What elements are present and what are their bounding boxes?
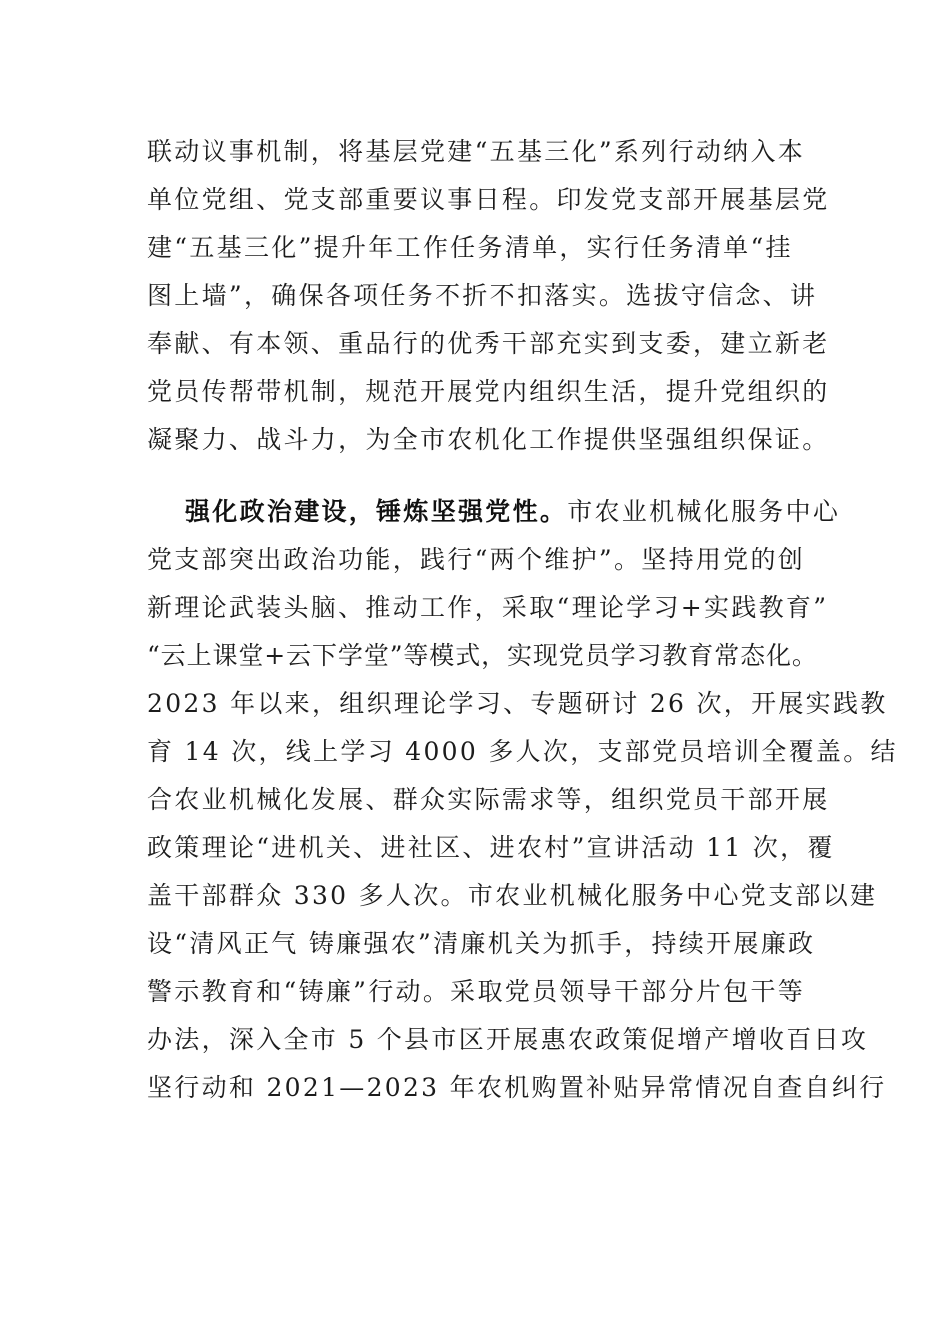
paragraph-line: 联动议事机制，将基层党建“五基三化”系列行动纳入本 bbox=[147, 137, 806, 166]
paragraph-line: 2023 年以来，组织理论学习、专题研讨 26 次，开展实践教 bbox=[147, 689, 888, 718]
paragraph-line: 奉献、有本领、重品行的优秀干部充实到支委，建立新老 bbox=[147, 329, 830, 358]
paragraph-line: 警示教育和“铸廉”行动。采取党员领导干部分片包干等 bbox=[147, 977, 806, 1006]
paragraph-line: 凝聚力、战斗力，为全市农机化工作提供坚强组织保证。 bbox=[147, 425, 830, 454]
paragraph-2 bbox=[147, 488, 898, 1112]
paragraph-line: 单位党组、党支部重要议事日程。印发党支部开展基层党 bbox=[147, 185, 830, 214]
paragraph-line: 党支部突出政治功能，践行“两个维护”。坚持用党的创 bbox=[147, 545, 806, 574]
paragraph-line-rest: 市农业机械化服务中心 bbox=[567, 497, 841, 526]
paragraph-line: 设“清风正气 铸廉强农”清廉机关为抓手，持续开展廉政 bbox=[147, 929, 816, 958]
paragraph-line: 党员传帮带机制，规范开展党内组织生活，提升党组织的 bbox=[147, 377, 830, 406]
paragraph-1 bbox=[147, 128, 830, 464]
paragraph-line: 政策理论“进机关、进社区、进农村”宣讲活动 11 次，覆 bbox=[147, 833, 835, 862]
paragraph-line: 坚行动和 2021—2023 年农机购置补贴异常情况自查自纠行 bbox=[147, 1073, 887, 1102]
paragraph-line: 建“五基三化”提升年工作任务清单，实行任务清单“挂 bbox=[147, 233, 793, 262]
paragraph-line: 合农业机械化发展、群众实际需求等，组织党员干部开展 bbox=[147, 785, 830, 814]
paragraph-first-line bbox=[147, 488, 841, 536]
paragraph-line: 新理论武装头脑、推动工作，采取“理论学习+实践教育” bbox=[147, 593, 829, 622]
paragraph-line: 办法，深入全市 5 个县市区开展惠农政策促增产增收百日攻 bbox=[147, 1025, 869, 1054]
paragraph-line: “云上课堂+云下学堂”等模式，实现党员学习教育常态化。 bbox=[147, 641, 818, 670]
paragraph-line: 图上墙”，确保各项任务不折不扣落实。选拔守信念、讲 bbox=[147, 281, 818, 310]
section-heading: 强化政治建设，锤炼坚强党性。 bbox=[185, 497, 568, 526]
paragraph-line: 育 14 次，线上学习 4000 多人次，支部党员培训全覆盖。结 bbox=[147, 737, 898, 766]
paragraph-line: 盖干部群众 330 多人次。市农业机械化服务中心党支部以建 bbox=[147, 881, 878, 910]
